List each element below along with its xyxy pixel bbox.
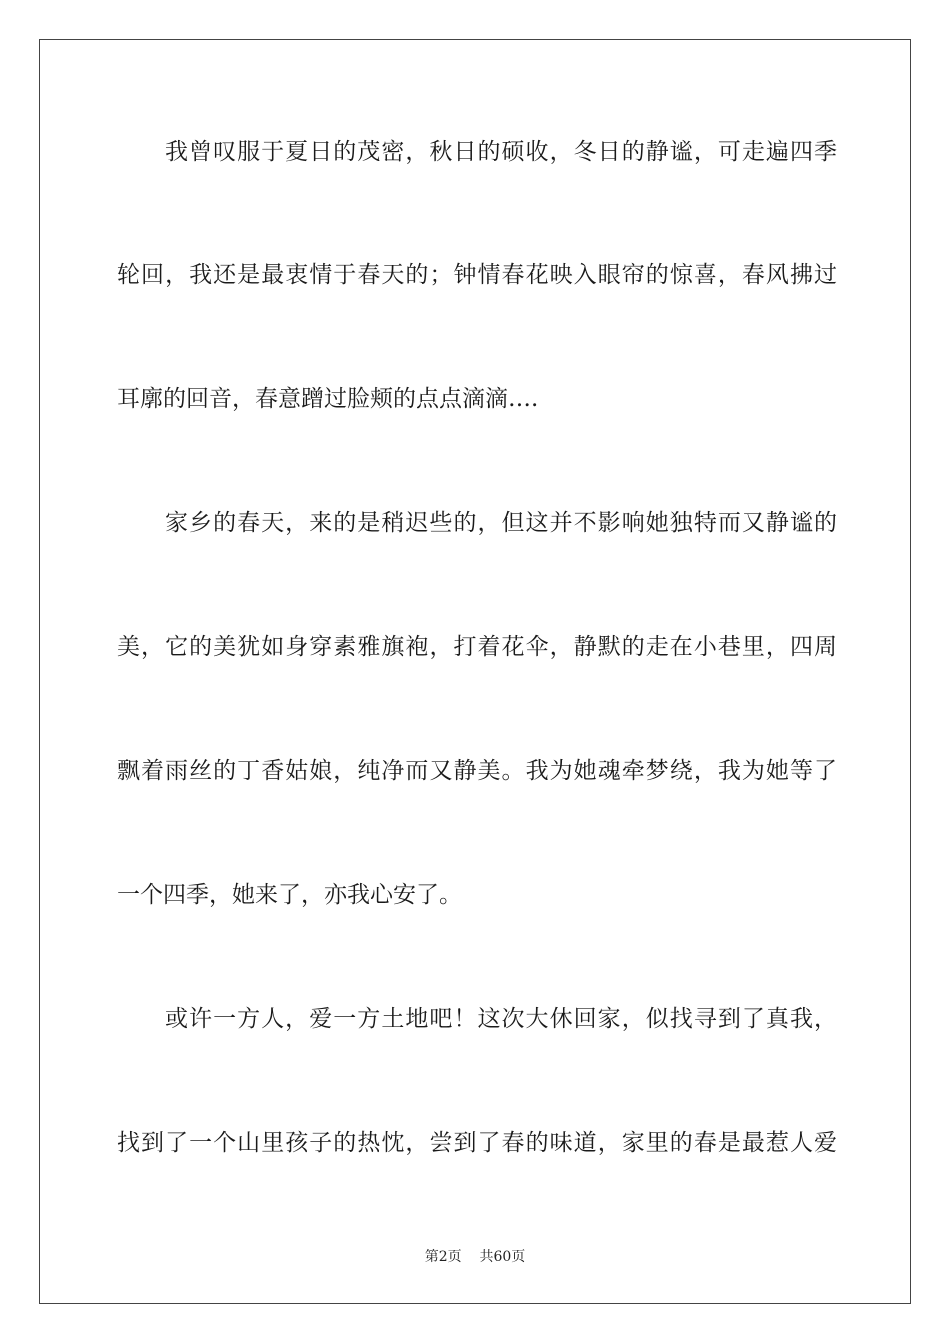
paragraph-1-line-3: 耳廓的回音，春意蹭过脸颊的点点滴滴…. — [117, 386, 539, 412]
paragraph-2-line-2: 美，它的美犹如身穿素雅旗袍，打着花伞，静默的走在小巷里，四周 — [117, 634, 837, 660]
total-label: 共 — [479, 1249, 494, 1265]
paragraph-1-line-2: 轮回，我还是最衷情于春天的；钟情春花映入眼帘的惊喜，春风拂过 — [117, 262, 837, 288]
paragraph-3-line-2: 找到了一个山里孩子的热忱，尝到了春的味道，家里的春是最惹人爱 — [117, 1130, 837, 1156]
paragraph-1-line-1: 我曾叹服于夏日的茂密，秋日的硕收，冬日的静谧，可走遍四季 — [165, 139, 837, 165]
paragraph-2-line-3: 飘着雨丝的丁香姑娘，纯净而又静美。我为她魂牵梦绕，我为她等了 — [117, 758, 837, 784]
paragraph-2-line-4: 一个四季，她来了，亦我心安了。 — [117, 882, 462, 908]
total-pages: 60 — [493, 1249, 512, 1265]
page-unit: 页 — [447, 1249, 462, 1265]
total-unit: 页 — [511, 1249, 526, 1265]
page-border — [39, 39, 911, 1304]
paragraph-3-line-1: 或许一方人，爱一方土地吧！这次大休回家，似找寻到了真我， — [165, 1006, 837, 1032]
page-number: 2 — [438, 1249, 448, 1265]
page-footer — [0, 1247, 950, 1267]
footer-spacer — [462, 1249, 480, 1265]
paragraph-2-line-1: 家乡的春天，来的是稍迟些的，但这并不影响她独特而又静谧的 — [165, 510, 837, 536]
page-label: 第 — [424, 1249, 439, 1265]
